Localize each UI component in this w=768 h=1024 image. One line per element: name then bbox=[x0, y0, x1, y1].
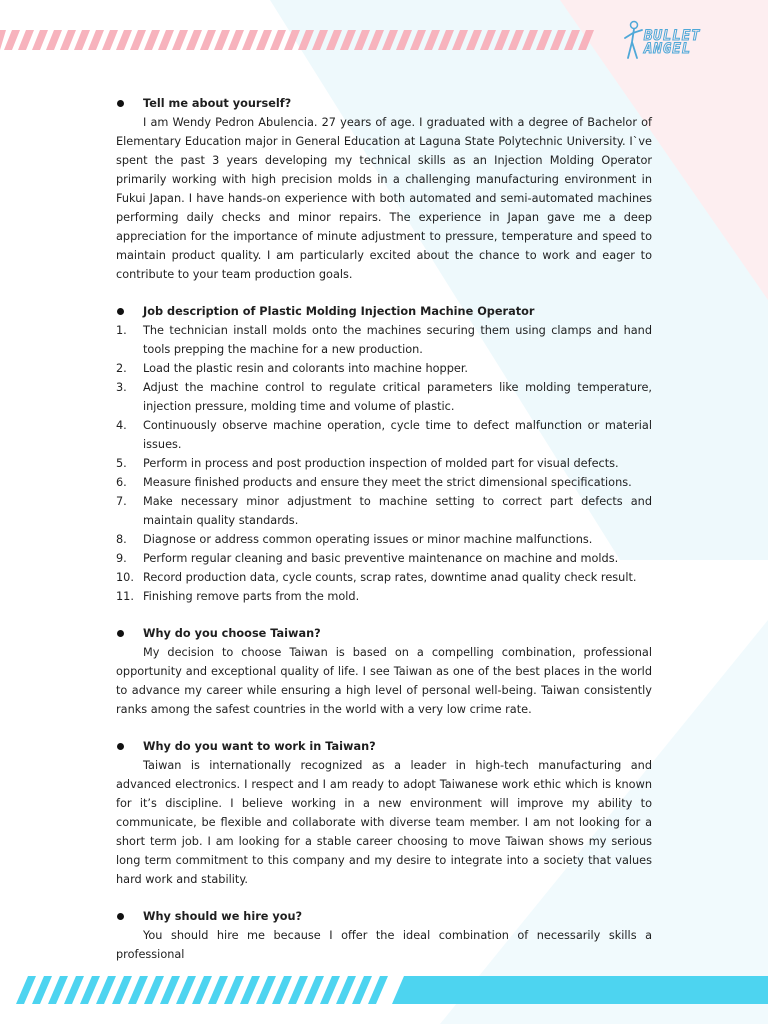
list-item bbox=[116, 321, 652, 359]
section-heading: Why should we hire you? bbox=[116, 907, 652, 926]
section-heading: Tell me about yourself? bbox=[116, 94, 652, 113]
section-work-in-taiwan bbox=[116, 737, 652, 889]
list-number: 10. bbox=[116, 571, 134, 584]
section-job-description bbox=[116, 302, 652, 606]
list-item bbox=[116, 378, 652, 416]
list-item bbox=[116, 473, 652, 492]
list-text: The technician install molds onto the machines securing them using clamps and hand tools prepping the machine for a new production. bbox=[143, 324, 652, 356]
list-item bbox=[116, 454, 652, 473]
list-number: 11. bbox=[116, 590, 134, 603]
list-number: 6. bbox=[116, 476, 127, 489]
section-paragraph: Taiwan is internationally recognized as a leader in high-tech manufacturing and advanced electronics. I respect and I am ready to adopt Taiwanese work ethic which is known for it’s discipline. I believe working in a new environment will improve my ability to communicate, be flexible and collaborate with diverse team member. I am not looking for a short term job. I am looking for a stable career choosing to move Taiwan shows my serious long term commitment to this company and my desire to integrate into a society that values hard work and stability. bbox=[116, 759, 652, 886]
logo-line-1: BULLET bbox=[644, 28, 701, 44]
section-paragraph: I am Wendy Pedron Abulencia. 27 years of age. I graduated with a degree of Bachelor of Elementary Education major in General Education at Laguna State Polytechnic University. I`ve spent the past 3 years developing my technical skills as an Injection Molding Operator primarily working with high precision molds in a challenging manufacturing environment in Fukui Japan. I have hands-on experience with both automated and semi-automated machines performing daily checks and minor repairs. The experience in Japan gave me a deep appreciation for the importance of minute adjustment to pressure, temperature and speed to maintain product quality. I am particularly excited about the chance to work and eager to contribute to your team production goals. bbox=[116, 116, 652, 281]
list-text: Record production data, cycle counts, scrap rates, downtime anad quality check result. bbox=[143, 571, 637, 584]
list-text: Perform in process and post production inspection of molded part for visual defects. bbox=[143, 457, 619, 470]
list-text: Continuously observe machine operation, cycle time to defect malfunction or material issues. bbox=[143, 419, 652, 451]
angel-figure-icon bbox=[622, 20, 646, 62]
section-about-yourself bbox=[116, 94, 652, 284]
list-number: 7. bbox=[116, 495, 127, 508]
section-hire-you bbox=[116, 907, 652, 964]
section-heading: Job description of Plastic Molding Injection Machine Operator bbox=[116, 302, 652, 321]
list-item bbox=[116, 416, 652, 454]
section-heading: Why do you choose Taiwan? bbox=[116, 624, 652, 643]
list-item bbox=[116, 359, 652, 378]
list-item bbox=[116, 587, 652, 606]
list-text: Finishing remove parts from the mold. bbox=[143, 590, 360, 603]
job-duties-list bbox=[116, 321, 652, 606]
list-item bbox=[116, 530, 652, 549]
list-number: 3. bbox=[116, 381, 127, 394]
document-body bbox=[116, 94, 652, 982]
list-item bbox=[116, 492, 652, 530]
section-choose-taiwan bbox=[116, 624, 652, 719]
list-number: 9. bbox=[116, 552, 127, 565]
list-text: Adjust the machine control to regulate critical parameters like molding temperature, injection pressure, molding time and volume of plastic. bbox=[143, 381, 652, 413]
list-number: 5. bbox=[116, 457, 127, 470]
logo-wordmark bbox=[644, 30, 701, 56]
list-text: Make necessary minor adjustment to machine setting to correct part defects and maintain quality standards. bbox=[143, 495, 652, 527]
list-number: 1. bbox=[116, 324, 127, 337]
list-number: 2. bbox=[116, 362, 127, 375]
list-text: Load the plastic resin and colorants into machine hopper. bbox=[143, 362, 469, 375]
bullet-angel-logo bbox=[622, 18, 740, 64]
list-item bbox=[116, 568, 652, 587]
logo-line-2: ANGEL bbox=[644, 41, 692, 57]
list-item bbox=[116, 549, 652, 568]
section-paragraph: My decision to choose Taiwan is based on a compelling combination, professional opportunity and exceptional quality of life. I see Taiwan as one of the best places in the world to advance my career while ensuring a high level of personal well-being. Taiwan consistently ranks among the safest countries in the world with a very low crime rate. bbox=[116, 646, 652, 716]
list-number: 8. bbox=[116, 533, 127, 546]
header-stripe-band bbox=[0, 28, 600, 52]
list-number: 4. bbox=[116, 419, 127, 432]
list-text: Perform regular cleaning and basic preventive maintenance on machine and molds. bbox=[143, 552, 619, 565]
list-text: Measure finished products and ensure they meet the strict dimensional specifications. bbox=[143, 476, 632, 489]
list-text: Diagnose or address common operating issues or minor machine malfunctions. bbox=[143, 533, 593, 546]
section-heading: Why do you want to work in Taiwan? bbox=[116, 737, 652, 756]
section-paragraph: You should hire me because I offer the ideal combination of necessarily skills a professional bbox=[116, 929, 652, 961]
